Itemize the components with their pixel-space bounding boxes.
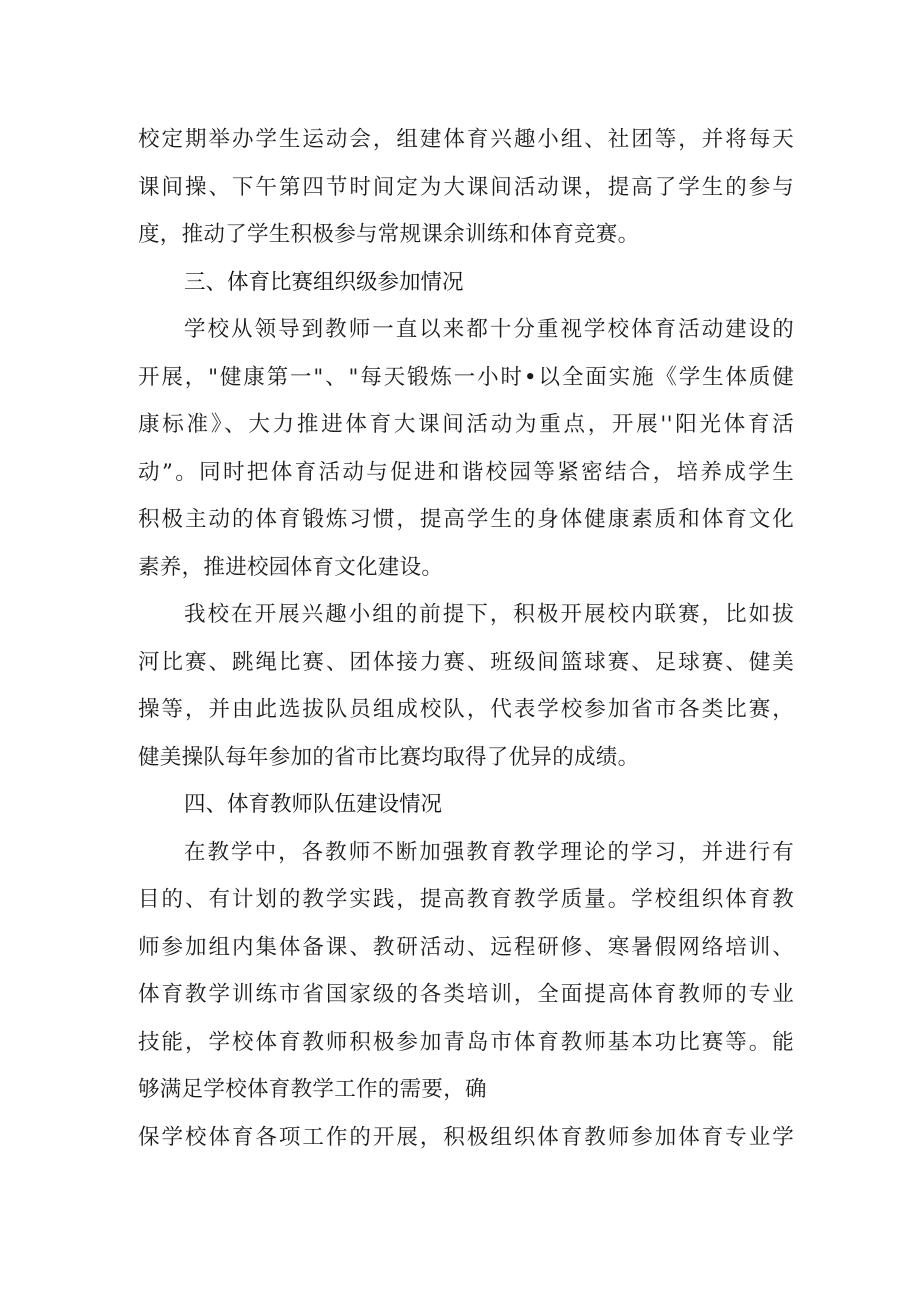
paragraph-3	[138, 591, 794, 781]
text-line: 动”。同时把体育活动与促进和谐校园等紧密结合，培养成学生	[138, 459, 794, 485]
paragraph-1	[138, 116, 794, 259]
text-line: 技能，学校体育教师积极参加青岛市体育教师基本功比赛等。能	[138, 1029, 794, 1055]
text-line: 康标准》、大力推进体育大课间活动为重点，开展''阳光体育活	[138, 412, 794, 437]
text-line: 在教学中，各教师不断加强教育教学理论的学习，并进行有	[184, 839, 794, 865]
text-line: 够满足学校体育教学工作的需要，确	[138, 1077, 487, 1102]
paragraph-4	[138, 829, 794, 1114]
text-line: 校定期举办学生运动会，组建体育兴趣小组、社团等，并将每天	[138, 127, 794, 152]
text-line: 保学校体育各项工作的开展，积极组织体育教师参加体育专业学	[138, 1124, 794, 1150]
text-line: 积极主动的体育锻炼习惯，提高学生的身体健康素质和体育文化	[138, 507, 794, 532]
text-line: 河比赛、跳绳比赛、团体接力赛、班级间篮球赛、足球赛、健美	[138, 649, 794, 675]
text-line: 学校从领导到教师一直以来都十分重视学校体育活动建设的	[184, 317, 794, 342]
text-line: 我校在开展兴趣小组的前提下，积极开展校内联赛，比如拔	[184, 602, 794, 627]
section-heading-3: 三、体育比赛组织级参加情况	[184, 269, 464, 295]
text-line: 度，推动了学生积极参与常规课余训练和体育竞赛。	[138, 222, 640, 247]
paragraph-2	[138, 306, 794, 591]
text-line: 素养，推进校园体育文化建设。	[138, 554, 444, 580]
paragraph-5	[138, 1114, 794, 1162]
text-line: 课间操、下午第四节时间定为大课间活动课，提高了学生的参与	[138, 174, 794, 200]
text-line: 师参加组内集体备课、教研活动、远程研修、寒暑假网络培训、	[138, 934, 794, 960]
text-line: 目的、有计划的教学实践，提高教育教学质量。学校组织体育教	[138, 887, 794, 912]
text-line: 操等，并由此选拔队员组成校队，代表学校参加省市各类比赛，	[138, 697, 794, 722]
section-heading-4: 四、体育教师队伍建设情况	[184, 792, 443, 817]
text-line: 健美操队每年参加的省市比赛均取得了优异的成绩。	[138, 744, 640, 770]
text-line: 开展，"健康第一"、"每天锻炼一小时•以全面实施《学生体质健	[138, 364, 794, 390]
document-page	[138, 116, 794, 1161]
text-line: 体育教学训练市省国家级的各类培训，全面提高体育教师的专业	[138, 982, 794, 1007]
